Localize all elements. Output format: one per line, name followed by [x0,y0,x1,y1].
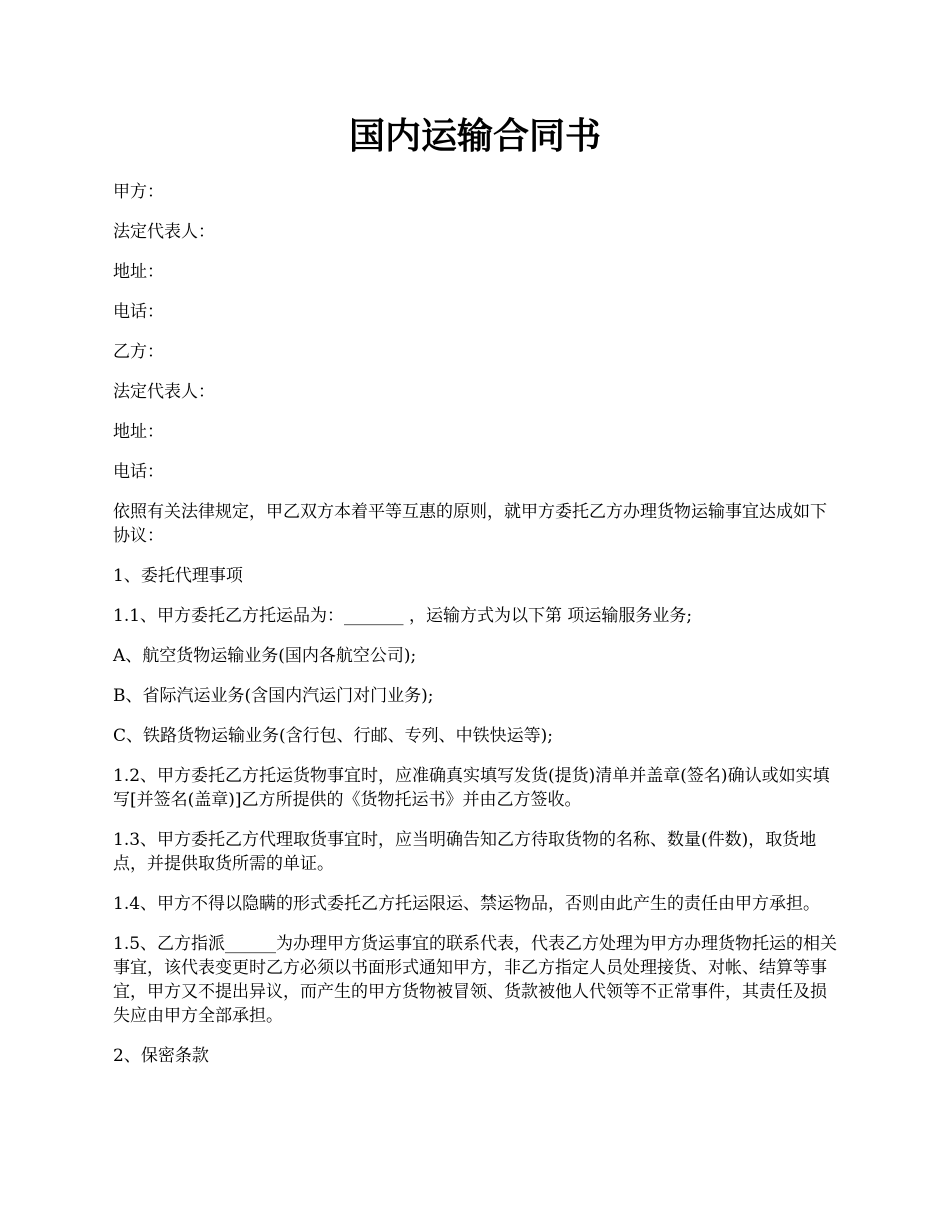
party-a-label: 甲方： [113,182,164,202]
clause-1-5: 1.5、乙方指派______为办理甲方货运事宜的联系代表，代表乙方处理为甲方办理货物托运的相关事宜，该代表变更时乙方必须以书面形式通知甲方，非乙方指定人员处理接货、对帐、结算等事宜，甲方又不提出异议，而产生的甲方货物被冒领、货款被他人代领等不正常事件，其责任及损失应由甲方全部承担。 [113,934,838,1026]
party-a-phone: 电话： [113,302,164,322]
option-b: B、省际汽运业务(含国内汽运门对门业务); [113,686,434,706]
option-a: A、航空货物运输业务(国内各航空公司); [113,646,417,666]
section-heading-1: 1、委托代理事项 [113,566,243,586]
party-b-phone: 电话： [113,462,164,482]
party-b-label: 乙方： [113,342,164,362]
document-title: 国内运输合同书 [348,115,601,157]
option-c: C、铁路货物运输业务(含行包、行邮、专列、中铁快运等); [113,726,553,746]
document-body [113,180,843,1084]
party-b-legal-rep: 法定代表人： [113,382,215,402]
preamble-paragraph: 依照有关法律规定，甲乙双方本着平等互惠的原则，就甲方委托乙方办理货物运输事宜达成如下协议： [113,502,827,546]
party-b-address: 地址： [113,422,164,442]
party-a-address: 地址： [113,262,164,282]
clause-1-3: 1.3、甲方委托乙方代理取货事宜时，应当明确告知乙方待取货物的名称、数量(件数)，取货地点，并提供取货所需的单证。 [113,830,817,874]
clause-1-2: 1.2、甲方委托乙方托运货物事宜时，应准确真实填写发货(提货)清单并盖章(签名)确认或如实填写[并签名(盖章)]乙方所提供的《货物托运书》并由乙方签收。 [113,766,830,810]
clause-1-1: 1.1、甲方委托乙方托运品为：_______ ，运输方式为以下第 项运输服务业务; [113,606,693,626]
clause-1-4: 1.4、甲方不得以隐瞒的形式委托乙方托运限运、禁运物品，否则由此产生的责任由甲方承担。 [113,894,821,914]
party-a-legal-rep: 法定代表人： [113,222,215,242]
section-heading-2: 2、保密条款 [113,1046,209,1066]
